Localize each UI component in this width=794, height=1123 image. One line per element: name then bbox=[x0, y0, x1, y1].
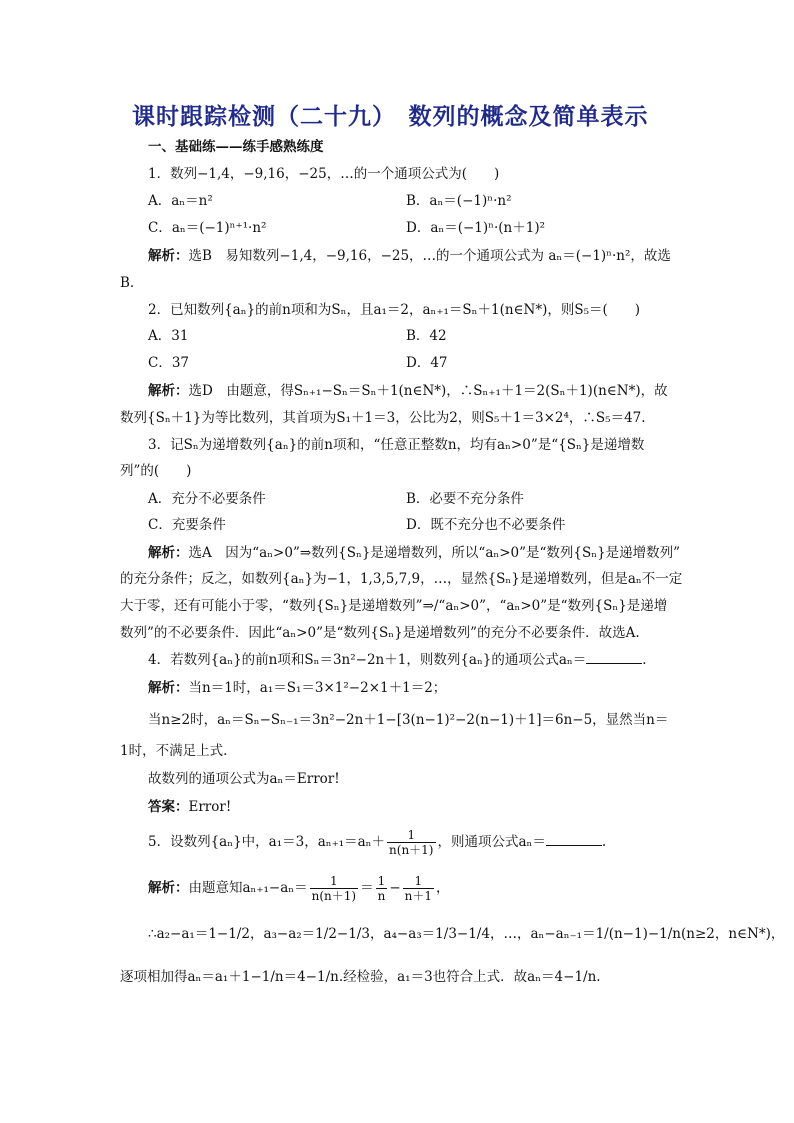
q5-comma: ， bbox=[436, 880, 450, 896]
q2-solution-line1 bbox=[148, 382, 668, 400]
q3-option-d: D．既不充分也不必要条件 bbox=[406, 517, 566, 533]
q2-solution-text: 选D 由题意，得Sₙ₊₁−Sₙ＝Sₙ＋1(n∈N*)，∴Sₙ₊₁＋1＝2(Sₙ＋1)(n∈N*)，故 bbox=[188, 383, 668, 399]
q4-solution-line1 bbox=[148, 679, 446, 697]
q4-answer bbox=[148, 798, 231, 816]
q3-option-c: C．充要条件 bbox=[148, 517, 226, 533]
q5-equals: ＝ bbox=[360, 880, 374, 896]
q1-solution-text: 选B 易知数列−1,4，−9,16，−25，…的一个通项公式为 aₙ＝(−1)ⁿ·n²，故选 bbox=[188, 248, 671, 264]
q4-solution-text: 当n＝1时，a₁＝S₁＝3×1²−2×1＋1＝2； bbox=[188, 680, 447, 696]
q2-solution-line2: 数列{Sₙ＋1}为等比数列，其首项为S₁＋1＝3，公比为2，则S₅＋1＝3×2⁴，∴S₅＝47. bbox=[120, 410, 646, 426]
q5-solution-line1 bbox=[148, 872, 450, 904]
answer-blank bbox=[546, 833, 602, 846]
page-title: 课时跟踪检测（二十九） 数列的概念及简单表示 bbox=[132, 104, 649, 130]
q2-option-c: C．37 bbox=[148, 355, 190, 371]
q3-option-b: B．必要不充分条件 bbox=[406, 491, 524, 507]
q5-stem bbox=[148, 826, 606, 858]
fraction-denominator: n(n＋1) bbox=[389, 843, 434, 857]
q3-solution-line4: 数列”的不必要条件．因此“aₙ>0”是“数列{Sₙ}是递增数列”的充分不必要条件．故选A. bbox=[120, 625, 640, 641]
q2-option-d: D．47 bbox=[406, 355, 448, 371]
fraction-denominator: n＋1 bbox=[404, 889, 433, 903]
q4-solution-line2: 当n≥2时，aₙ＝Sₙ−Sₙ₋₁＝3n²−2n＋1−[3(n−1)²−2(n−1)＋1]＝6n−5，显然当n＝ bbox=[148, 712, 669, 728]
q5-fraction-1-n bbox=[376, 874, 388, 903]
q5-fraction bbox=[387, 828, 435, 857]
q3-option-a: A．充分不必要条件 bbox=[148, 491, 266, 507]
fraction-denominator: n(n＋1) bbox=[311, 889, 357, 903]
solution-label: 解析： bbox=[148, 680, 189, 696]
q5-fraction-1-n1 bbox=[403, 874, 434, 903]
q4-solution-line4: 故数列的通项公式为aₙ＝Error! bbox=[148, 771, 340, 787]
q2-stem: 2．已知数列{aₙ}的前n项和为Sₙ，且a₁＝2，aₙ₊₁＝Sₙ＋1(n∈N*)，则S₅＝( ) bbox=[148, 302, 641, 318]
q3-solution-line3: 大于零，还有可能小于零，“数列{Sₙ}是递增数列”⇒/“aₙ>0”，“aₙ>0”是“数列{Sₙ}是递增 bbox=[120, 598, 668, 614]
q4-answer-text: Error! bbox=[188, 799, 232, 815]
q5-solution-line2: ∴a₂−a₁＝1−1/2，a₃−a₂＝1/2−1/3，a₄−a₃＝1/3−1/4，…，aₙ−aₙ₋₁＝1/(n−1)−1/n(n≥2，n∈N*)， bbox=[148, 926, 785, 942]
q2-option-b: B．42 bbox=[406, 328, 447, 344]
section-heading: 一、基础练——练手感熟练度 bbox=[148, 139, 324, 155]
q3-solution-line2: 的充分条件；反之，如数列{aₙ}为−1，1,3,5,7,9，…，显然{Sₙ}是递增数列，但是aₙ不一定 bbox=[120, 571, 683, 587]
q3-stem-line2: 列”的( ) bbox=[120, 463, 192, 479]
q2-option-a: A．31 bbox=[148, 328, 189, 344]
q4-stem-text: 4．若数列{aₙ}的前n项和Sₙ＝3n²−2n＋1，则数列{aₙ}的通项公式aₙ＝ bbox=[148, 652, 587, 668]
answer-blank bbox=[586, 651, 642, 664]
q4-solution-line3: 1时，不满足上式. bbox=[120, 743, 228, 759]
q1-option-d: D．aₙ＝(−1)ⁿ·(n＋1)² bbox=[406, 220, 546, 236]
q1-option-c: C．aₙ＝(−1)ⁿ⁺¹·n² bbox=[148, 220, 267, 236]
fraction-numerator: 1 bbox=[376, 874, 388, 889]
q5-stem-text: 5．设数列{aₙ}中，a₁＝3，aₙ₊₁＝aₙ＋ bbox=[148, 834, 386, 850]
q5-stem-text-2: ，则通项公式aₙ＝ bbox=[437, 834, 546, 850]
solution-label: 解析： bbox=[148, 545, 189, 561]
fraction-denominator: n bbox=[377, 889, 386, 903]
q4-stem bbox=[148, 651, 647, 669]
q5-solution-line3: 逐项相加得aₙ＝a₁＋1−1/n＝4−1/n.经检验，a₁＝3也符合上式．故aₙ＝4−1/n. bbox=[120, 969, 601, 985]
answer-label: 答案： bbox=[148, 799, 189, 815]
solution-label: 解析： bbox=[148, 383, 189, 399]
q5-solution-fraction bbox=[310, 874, 358, 903]
q3-stem-line1: 3．记Sₙ为递增数列{aₙ}的前n项和，“任意正整数n，均有aₙ>0”是“{Sₙ}是递增数 bbox=[148, 437, 645, 453]
q5-stem-end: . bbox=[601, 834, 607, 850]
q1-option-a: A．aₙ＝n² bbox=[148, 193, 213, 209]
q5-solution-text: 由题意知aₙ₊₁−aₙ＝ bbox=[188, 880, 308, 896]
q3-solution-line1 bbox=[148, 544, 680, 562]
q1-option-b: B．aₙ＝(−1)ⁿ·n² bbox=[406, 193, 512, 209]
q1-solution-line1 bbox=[148, 247, 671, 265]
solution-label: 解析： bbox=[148, 880, 189, 896]
q3-solution-text: 选A 因为“aₙ>0”⇒数列{Sₙ}是递增数列，所以“aₙ>0”是“数列{Sₙ}是递增数列” bbox=[188, 545, 681, 561]
fraction-numerator: 1 bbox=[310, 874, 358, 889]
solution-label: 解析： bbox=[148, 248, 189, 264]
fraction-numerator: 1 bbox=[387, 828, 435, 843]
fraction-numerator: 1 bbox=[403, 874, 434, 889]
q1-stem: 1．数列−1,4，−9,16，−25，…的一个通项公式为( ) bbox=[148, 166, 500, 182]
q5-minus: − bbox=[389, 880, 401, 896]
q4-stem-end: . bbox=[642, 652, 647, 668]
q1-solution-line2: B. bbox=[120, 275, 135, 291]
